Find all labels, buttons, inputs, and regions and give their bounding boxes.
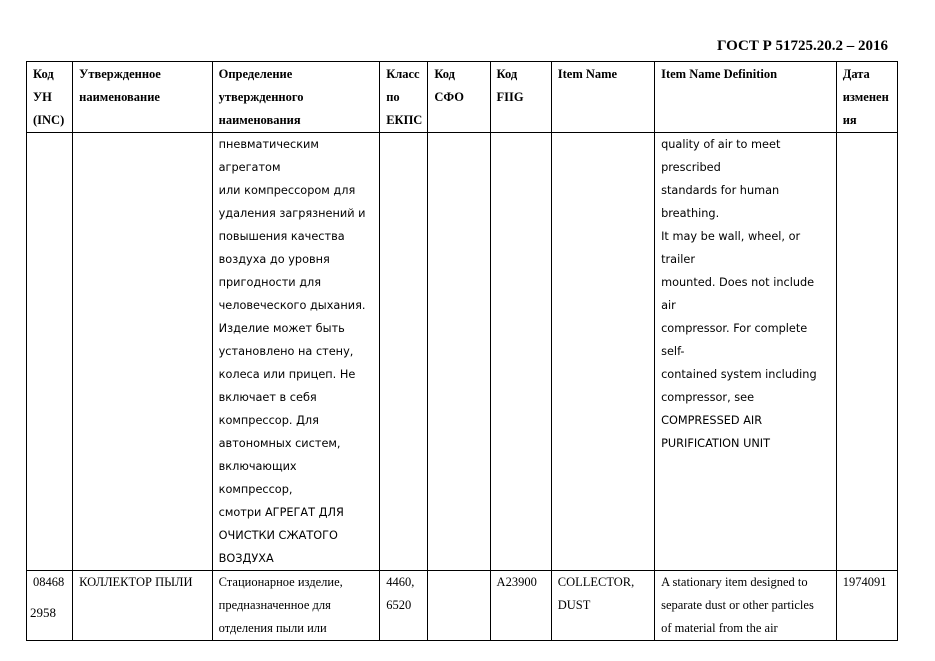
- header-item-name-definition: Item Name Definition: [655, 62, 837, 133]
- header-date: Дата изменен ия: [836, 62, 897, 133]
- cell-date: [836, 133, 897, 571]
- cell-date: 1974091: [836, 571, 897, 641]
- table-row: [27, 133, 898, 571]
- document-header: ГОСТ Р 51725.20.2 – 2016: [716, 38, 888, 54]
- header-fiig: Код FIIG: [490, 62, 551, 133]
- cell-approved-name: [73, 133, 212, 571]
- cell-inc: 08468: [27, 571, 73, 641]
- cell-item-name-definition: A stationary item designed to separate dust or other particles of material from the air: [655, 571, 837, 641]
- cell-class: 4460, 6520: [380, 571, 428, 641]
- cell-class: [380, 133, 428, 571]
- header-sfo: Код СФО: [428, 62, 490, 133]
- header-item-name: Item Name: [551, 62, 654, 133]
- header-class: Класс по ЕКПС: [380, 62, 428, 133]
- cell-item-name: [551, 133, 654, 571]
- cell-fiig: [490, 133, 551, 571]
- cell-sfo: [428, 571, 490, 641]
- cell-sfo: [428, 133, 490, 571]
- cell-item-name: COLLECTOR, DUST: [551, 571, 654, 641]
- cell-fiig: A23900: [490, 571, 551, 641]
- cell-definition-ru: пневматическим агрегатом или компрессором для удаления загрязнений и повышения качества воздуха до уровня пригодности для человеческого дыхания. Изделие может быть установлено на стену, колеса или прицеп. Не включает в себя компрессор. Для автономных систем, включающих компрессор, смотри АГРЕГАТ ДЛЯ ОЧИСТКИ СЖАТОГО ВОЗДУХА: [212, 133, 380, 571]
- header-approved-name: Утвержденное наименование: [73, 62, 212, 133]
- cell-inc: [27, 133, 73, 571]
- classification-table: [26, 61, 898, 641]
- table-row: [27, 571, 898, 641]
- cell-definition-ru: Стационарное изделие, предназначенное для отделения пыли или: [212, 571, 380, 641]
- page-number: 2958: [30, 605, 56, 620]
- cell-approved-name: КОЛЛЕКТОР ПЫЛИ: [73, 571, 212, 641]
- header-row: [27, 62, 898, 133]
- header-inc: Код УН (INC): [27, 62, 73, 133]
- cell-item-name-definition: quality of air to meet prescribed standards for human breathing. It may be wall, wheel, or trailer mounted. Does not include air compressor. For complete self- contained system including compressor, see COMPRESSED AIR PURIFICATION UNIT: [655, 133, 837, 571]
- header-definition-ru: Определение утвержденного наименования: [212, 62, 380, 133]
